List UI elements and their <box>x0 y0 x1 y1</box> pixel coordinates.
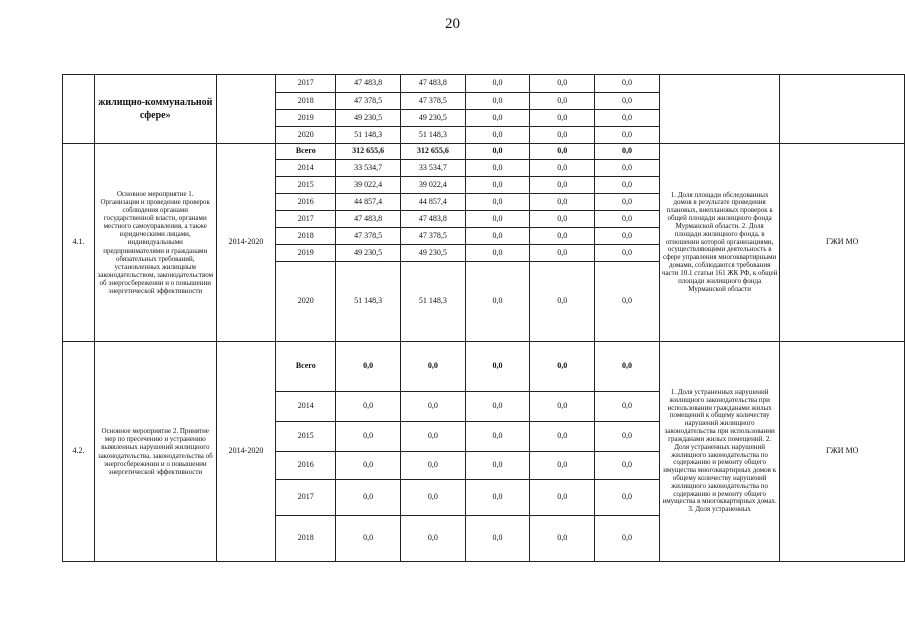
fund-cell: 0,0 <box>530 110 595 127</box>
total-cell: 0,0 <box>336 422 401 452</box>
total-cell: 51 148,3 <box>336 127 401 144</box>
fund-cell: 0,0 <box>530 228 595 245</box>
fund-cell: 0,0 <box>530 144 595 160</box>
total-cell: 49 230,5 <box>336 245 401 262</box>
fund-cell: 0,0 <box>465 392 530 422</box>
fund-cell: 0,0 <box>530 160 595 177</box>
total-cell: 0,0 <box>336 392 401 422</box>
fund-cell: 0,0 <box>595 516 660 562</box>
budget-cell: 49 230,5 <box>400 245 465 262</box>
fund-cell: 0,0 <box>465 177 530 194</box>
year-cell: 2014 <box>276 160 336 177</box>
fund-cell: 0,0 <box>465 194 530 211</box>
fund-cell: 0,0 <box>530 177 595 194</box>
fund-cell: 0,0 <box>465 160 530 177</box>
fund-cell: 0,0 <box>530 127 595 144</box>
top-indicator-cell <box>659 75 780 144</box>
budget-cell: 0,0 <box>400 516 465 562</box>
page-number: 20 <box>445 16 460 32</box>
fund-cell: 0,0 <box>465 127 530 144</box>
fund-cell: 0,0 <box>530 392 595 422</box>
period-cell: 2014-2020 <box>216 342 276 562</box>
fund-cell: 0,0 <box>465 75 530 93</box>
budget-cell: 33 534,7 <box>400 160 465 177</box>
year-cell: Всего <box>276 144 336 160</box>
year-cell: 2018 <box>276 228 336 245</box>
budget-cell: 0,0 <box>400 392 465 422</box>
budget-cell: 51 148,3 <box>400 262 465 342</box>
fund-cell: 0,0 <box>530 75 595 93</box>
budget-cell: 49 230,5 <box>400 110 465 127</box>
year-cell: 2015 <box>276 422 336 452</box>
fund-cell: 0,0 <box>530 211 595 228</box>
fund-cell: 0,0 <box>530 480 595 516</box>
year-cell: 2020 <box>276 262 336 342</box>
fund-cell: 0,0 <box>530 342 595 392</box>
fund-cell: 0,0 <box>465 211 530 228</box>
fund-cell: 0,0 <box>465 480 530 516</box>
period-cell: 2014-2020 <box>216 144 276 342</box>
fund-cell: 0,0 <box>595 127 660 144</box>
budget-cell: 0,0 <box>400 422 465 452</box>
fund-cell: 0,0 <box>530 93 595 110</box>
fund-cell: 0,0 <box>465 245 530 262</box>
top-title: жилищно-коммунальной сфере» <box>94 75 216 144</box>
fund-cell: 0,0 <box>595 228 660 245</box>
budget-cell: 47 483,8 <box>400 75 465 93</box>
fund-cell: 0,0 <box>465 452 530 480</box>
row-number: 4.1. <box>63 144 95 342</box>
fund-cell: 0,0 <box>595 262 660 342</box>
measure-description: Основное мероприятие 2. Принятие мер по пресечению и устранению выявленных нарушений жилищного законодательства, законодательства об энергосбережении и о повышении энергетической эффективности <box>94 342 216 562</box>
fund-cell: 0,0 <box>465 422 530 452</box>
fund-cell: 0,0 <box>465 228 530 245</box>
fund-cell: 0,0 <box>465 110 530 127</box>
fund-cell: 0,0 <box>465 342 530 392</box>
budget-cell: 47 483,8 <box>400 211 465 228</box>
total-cell: 0,0 <box>336 452 401 480</box>
total-cell: 47 378,5 <box>336 228 401 245</box>
total-cell: 44 857,4 <box>336 194 401 211</box>
budget-cell: 44 857,4 <box>400 194 465 211</box>
total-cell: 47 483,8 <box>336 75 401 93</box>
fund-cell: 0,0 <box>530 245 595 262</box>
total-cell: 0,0 <box>336 516 401 562</box>
total-cell: 51 148,3 <box>336 262 401 342</box>
fund-cell: 0,0 <box>595 480 660 516</box>
total-cell: 0,0 <box>336 480 401 516</box>
fund-cell: 0,0 <box>465 262 530 342</box>
year-cell: 2017 <box>276 480 336 516</box>
measure-description: Основное мероприятие 1. Организация и проведение проверок соблюдения органами государственной власти, органами местного самоуправления, а также юридическими лицами, индивидуальными предпринимателями и гражданами обязательных требований, установленных жилищным законодательством, законодательством об энергосбережении и о повышении энергетической эффективности <box>94 144 216 342</box>
executor-cell: ГЖИ МО <box>780 342 905 562</box>
year-cell: 2016 <box>276 452 336 480</box>
year-cell: 2020 <box>276 127 336 144</box>
budget-cell: 51 148,3 <box>400 127 465 144</box>
fund-cell: 0,0 <box>595 245 660 262</box>
budget-cell: 47 378,5 <box>400 93 465 110</box>
fund-cell: 0,0 <box>530 452 595 480</box>
year-cell: 2016 <box>276 194 336 211</box>
fund-cell: 0,0 <box>595 160 660 177</box>
program-table <box>62 74 905 562</box>
year-cell: 2018 <box>276 93 336 110</box>
total-cell: 0,0 <box>336 342 401 392</box>
total-cell: 47 483,8 <box>336 211 401 228</box>
top-executor-cell <box>780 75 905 144</box>
budget-cell: 39 022,4 <box>400 177 465 194</box>
fund-cell: 0,0 <box>595 422 660 452</box>
fund-cell: 0,0 <box>595 452 660 480</box>
budget-cell: 0,0 <box>400 342 465 392</box>
fund-cell: 0,0 <box>595 342 660 392</box>
top-period-cell <box>216 75 276 144</box>
top-num-cell <box>63 75 95 144</box>
fund-cell: 0,0 <box>465 93 530 110</box>
fund-cell: 0,0 <box>530 262 595 342</box>
year-cell: 2014 <box>276 392 336 422</box>
fund-cell: 0,0 <box>595 144 660 160</box>
fund-cell: 0,0 <box>530 194 595 211</box>
fund-cell: 0,0 <box>595 392 660 422</box>
year-cell: 2019 <box>276 110 336 127</box>
fund-cell: 0,0 <box>530 422 595 452</box>
fund-cell: 0,0 <box>595 93 660 110</box>
budget-cell: 0,0 <box>400 452 465 480</box>
year-cell: 2015 <box>276 177 336 194</box>
total-cell: 33 534,7 <box>336 160 401 177</box>
year-cell: 2017 <box>276 75 336 93</box>
total-cell: 39 022,4 <box>336 177 401 194</box>
total-cell: 312 655,6 <box>336 144 401 160</box>
year-cell: 2018 <box>276 516 336 562</box>
total-cell: 47 378,5 <box>336 93 401 110</box>
budget-cell: 47 378,5 <box>400 228 465 245</box>
fund-cell: 0,0 <box>595 177 660 194</box>
year-cell: Всего <box>276 342 336 392</box>
fund-cell: 0,0 <box>595 75 660 93</box>
fund-cell: 0,0 <box>530 516 595 562</box>
total-cell: 49 230,5 <box>336 110 401 127</box>
budget-cell: 312 655,6 <box>400 144 465 160</box>
year-cell: 2017 <box>276 211 336 228</box>
fund-cell: 0,0 <box>465 144 530 160</box>
fund-cell: 0,0 <box>465 516 530 562</box>
fund-cell: 0,0 <box>595 110 660 127</box>
executor-cell: ГЖИ МО <box>780 144 905 342</box>
year-cell: 2019 <box>276 245 336 262</box>
indicators-cell: 1. Доля устраненных нарушений жилищного законодательства при использовании гражданами жилых помещений к общему количеству нарушений жилищного законодательства при использовании гражданами жилых помещений. 2. Доля устраненных нарушений жилищного законодательства по содержанию и ремонту общего имущества многоквартирных домов к общему количеству нарушений жилищного законодательства по содержанию и ремонту общего имущества в многоквартирных домах. 3. Доля устраненных <box>659 342 780 562</box>
fund-cell: 0,0 <box>595 211 660 228</box>
row-number: 4.2. <box>63 342 95 562</box>
fund-cell: 0,0 <box>595 194 660 211</box>
indicators-cell: 1. Доля площади обследованных домов в результате проведения плановых, внеплановых проверок к общей площади жилищного фонда Мурманской области. 2. Доля площади жилищного фонда, в отношении которой организациями, осуществляющими деятельность в сфере управления многоквартирными домами, соблюдаются требования части 10.1 статьи 161 ЖК РФ, к общей площади жилищного фонда Мурманской области <box>659 144 780 342</box>
budget-cell: 0,0 <box>400 480 465 516</box>
